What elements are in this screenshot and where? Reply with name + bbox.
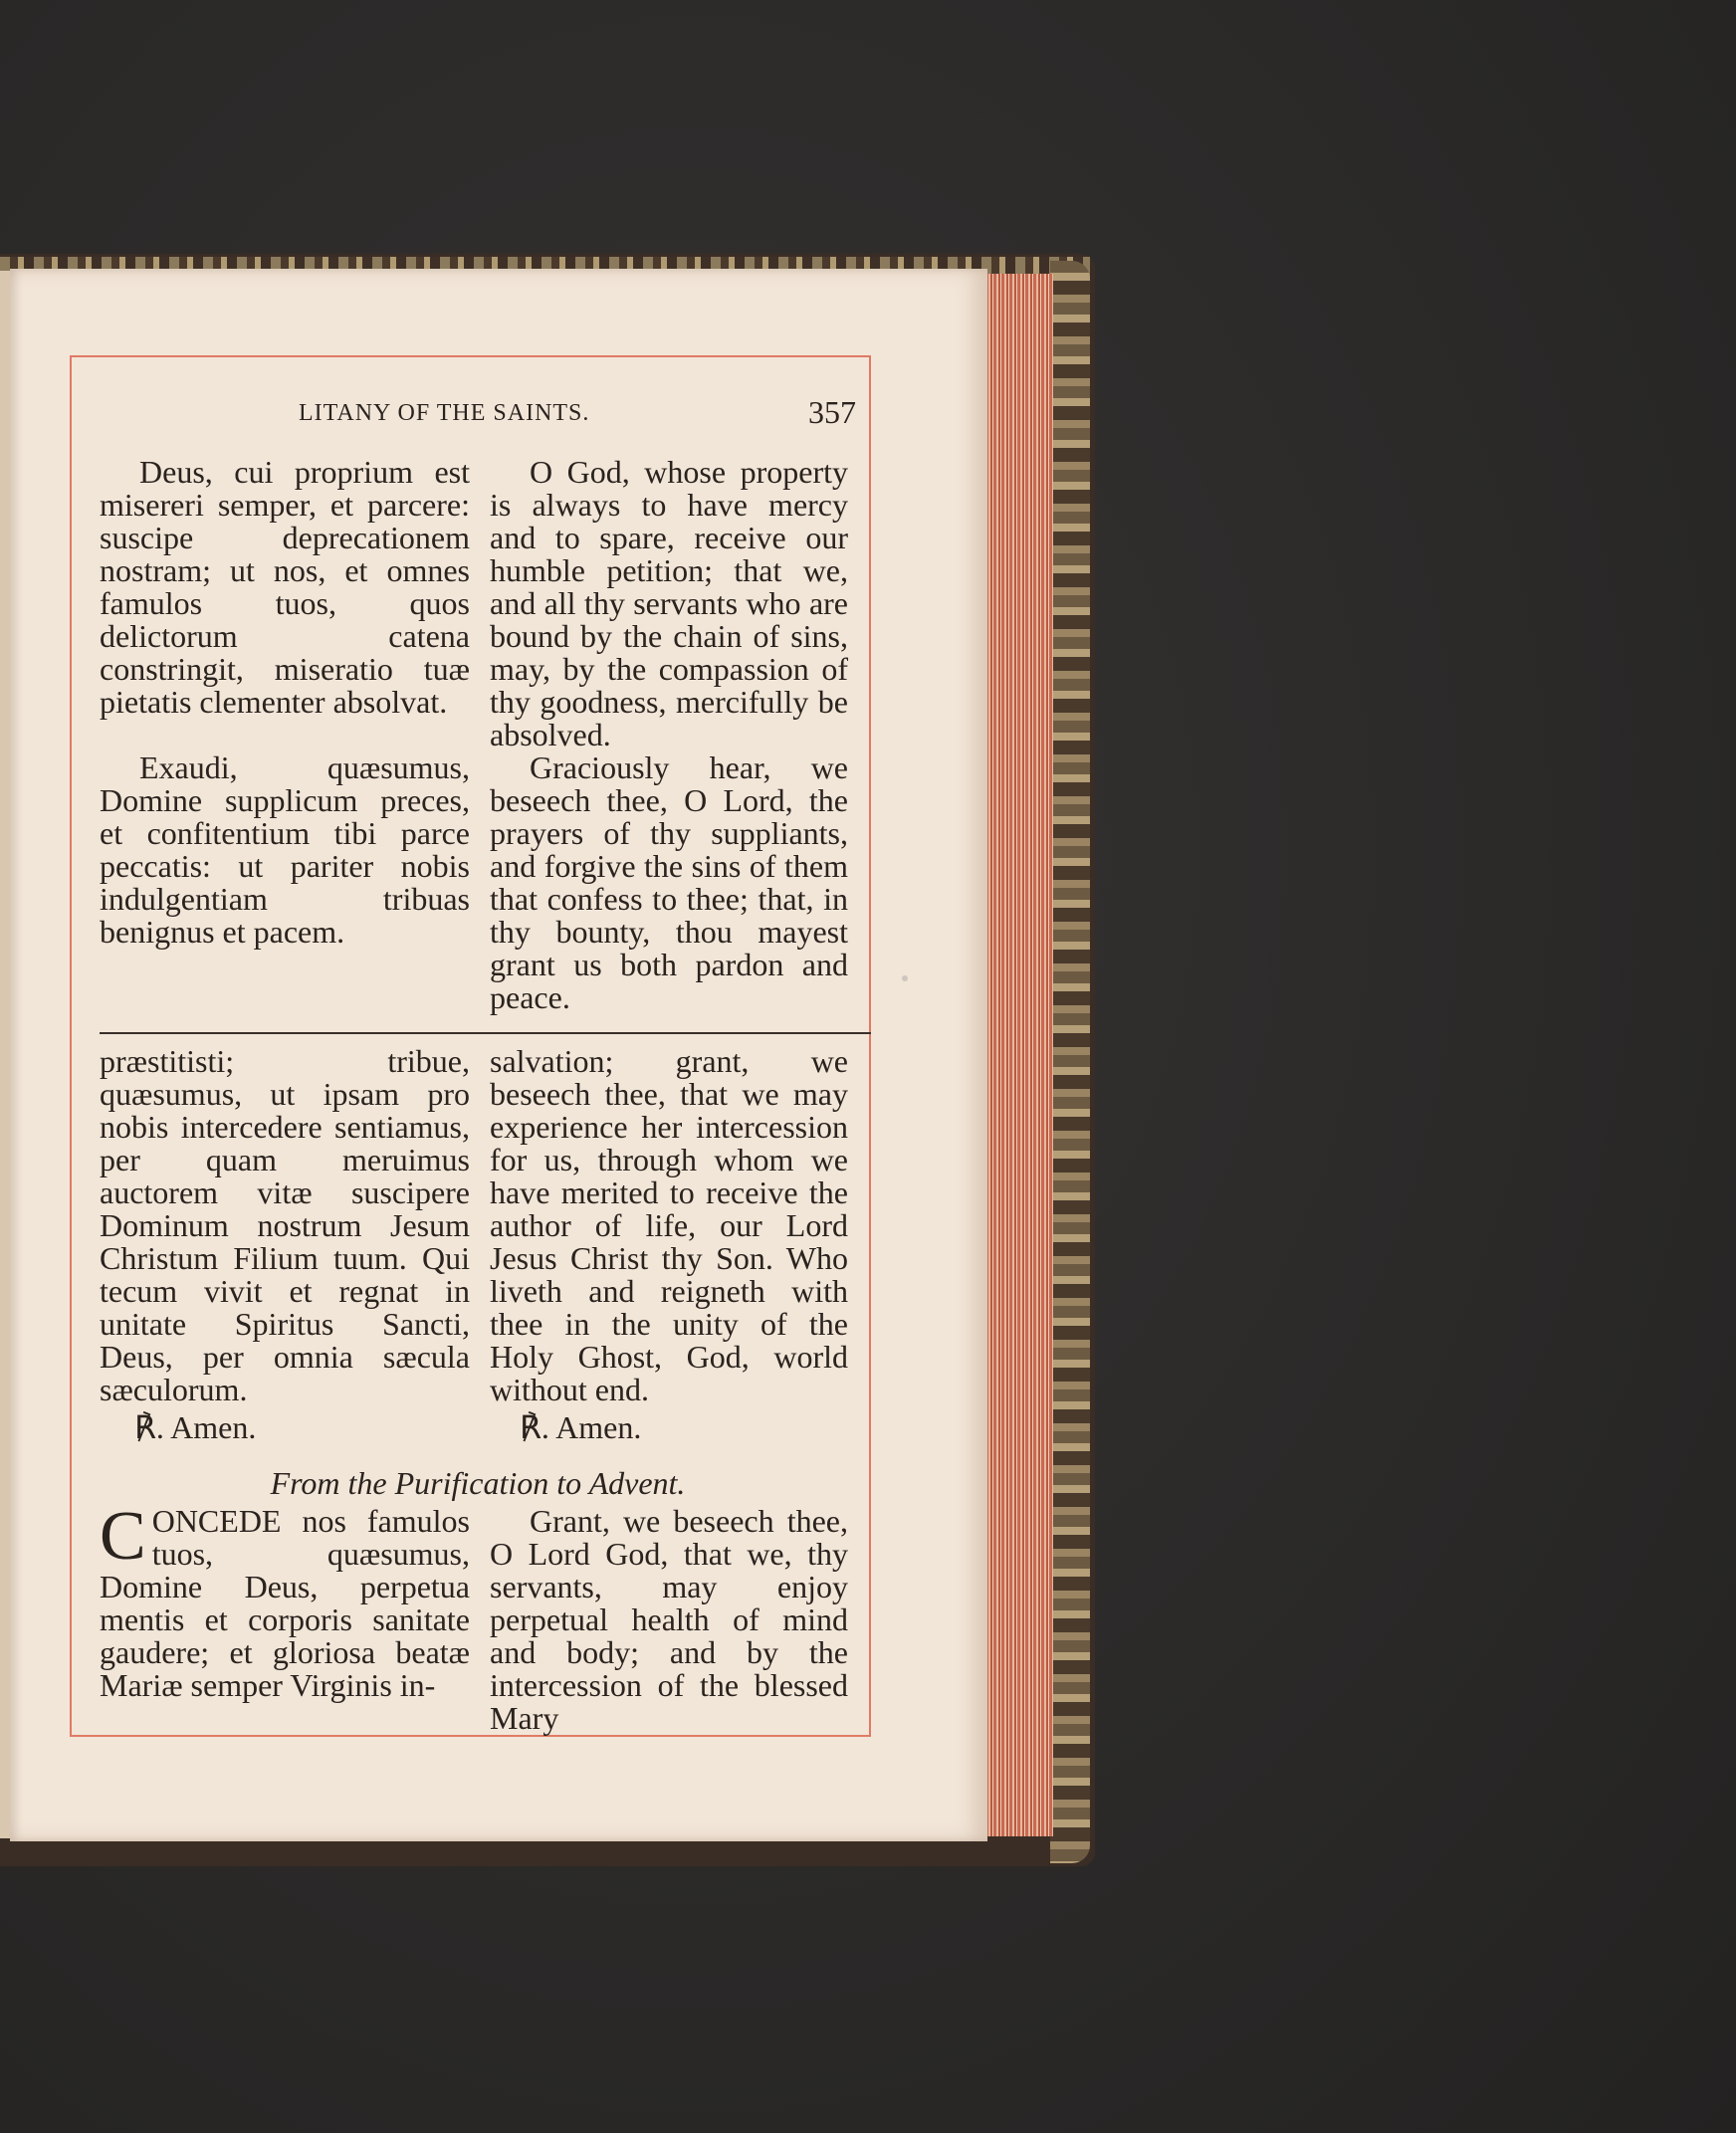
page-header	[299, 394, 856, 434]
english-continuation: salvation; grant, we beseech thee, that we may experience her intercession for us, through whom we have merited to receive the author of life, our Lord Jesus Christ thy Son. Who liveth and reigneth with thee in the unity of the Holy Ghost, God, world without end.	[490, 1043, 848, 1407]
latin-collect	[100, 1498, 470, 1703]
section-heading: From the Purification to Advent.	[270, 1465, 686, 1501]
paper-speck	[902, 975, 908, 981]
drop-cap-letter: C	[100, 1498, 146, 1575]
running-title: LITANY OF THE SAINTS.	[299, 400, 590, 426]
english-prayer-2: Graciously hear, we beseech thee, O Lord, the prayers of thy suppliants, and forgive the sins of them that confess to thee; that, in thy bounty, thou mayest grant us both pardon and peace.	[490, 749, 848, 1015]
latin-prayer-1: Deus, cui proprium est misereri semper, et parcere: suscipe deprecationem nostram; ut nos, et omnes famulos tuos, quos delictorum catena constringit, miseratio tuæ pietatis clementer absolvat.	[100, 454, 470, 720]
divider-rule	[100, 1032, 871, 1034]
latin-prayer-2: Exaudi, quæsumus, Domine supplicum preces, et confitentium tibi parce peccatis: ut pariter nobis indulgentiam tribuas benignus et pacem.	[100, 749, 470, 950]
english-response: ℟. Amen.	[520, 1409, 642, 1445]
page-edges	[985, 274, 1053, 1836]
english-prayer-1: O God, whose property is always to have mercy and to spare, receive our humble petition; that we, and all thy servants who are bound by the chain of sins, may, by the compassion of thy goodness, mercifully be absolved.	[490, 454, 848, 752]
latin-collect-text: ONCEDE nos famulos tuos, quæsumus, Domine Deus, perpetua mentis et corporis sanitate gaudere; et gloriosa beatæ Mariæ semper Virginis in-	[100, 1503, 470, 1703]
gilt-spine-edge	[1050, 261, 1090, 1863]
latin-response: ℟. Amen.	[134, 1409, 257, 1445]
english-collect: Grant, we beseech thee, O Lord God, that we, thy servants, may enjoy perpetual health of mind and body; and by the intercession of the blessed Mary	[490, 1503, 848, 1736]
page-number: 357	[808, 394, 856, 430]
latin-continuation: præstitisti; tribue, quæsumus, ut ipsam pro nobis intercedere sentiamus, per quam meruimus auctorem vitæ suscipere Dominum nostrum Jesum Christum Filium tuum. Qui tecum vivit et regnat in unitate Spiritus Sancti, Deus, per omnia sæcula sæculorum.	[100, 1043, 470, 1407]
